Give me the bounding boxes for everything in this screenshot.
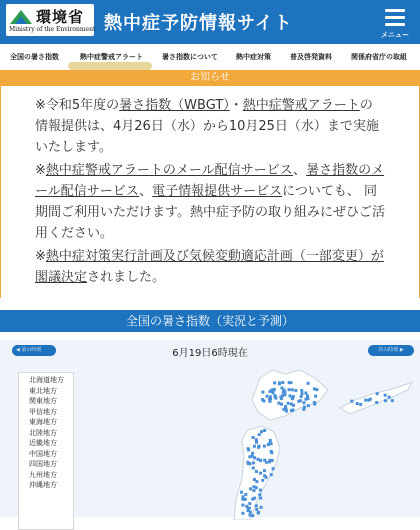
notice-heading: お知らせ [0, 70, 420, 86]
nav-item-heat-alert[interactable]: 熱中症警戒アラート [80, 53, 143, 61]
observation-point-marker[interactable] [251, 452, 254, 455]
observation-point-marker[interactable] [265, 476, 268, 479]
hamburger-icon-bar [385, 23, 405, 26]
observation-point-marker[interactable] [255, 486, 258, 489]
observation-point-marker[interactable] [261, 391, 264, 394]
observation-point-marker[interactable] [241, 498, 244, 501]
region-item-tokai[interactable]: 東海地方 [29, 418, 57, 426]
observation-point-marker[interactable] [249, 487, 252, 490]
observation-point-marker[interactable] [260, 430, 263, 433]
next-time-button[interactable]: 次の時刻 ▶ [368, 345, 414, 356]
observation-point-marker[interactable] [258, 433, 261, 436]
notice-text: ※ [35, 163, 46, 178]
observation-point-marker[interactable] [288, 381, 291, 384]
electronic-info-service-link[interactable]: 電子情報提供サービス [152, 184, 283, 199]
region-item-chugoku[interactable]: 中国地方 [29, 449, 57, 458]
observation-point-marker[interactable] [255, 441, 258, 444]
hamburger-icon [385, 9, 405, 12]
observation-point-marker[interactable] [303, 406, 306, 409]
alert-mail-service-link[interactable]: 熱中症警戒アラートのメール配信サービス [45, 163, 294, 178]
notice-text: ※令和5年度の [35, 98, 120, 113]
observation-point-marker[interactable] [384, 399, 387, 402]
observation-point-marker[interactable] [258, 493, 261, 496]
observation-point-marker[interactable] [241, 512, 244, 515]
observation-point-marker[interactable] [307, 382, 310, 385]
ministry-logo[interactable] [6, 4, 94, 36]
observation-point-marker[interactable] [364, 399, 367, 402]
japan-map[interactable] [150, 360, 420, 520]
observation-point-marker[interactable] [313, 403, 316, 406]
observation-point-marker[interactable] [350, 400, 353, 403]
observation-point-marker[interactable] [388, 396, 391, 399]
observation-point-marker[interactable] [251, 498, 254, 501]
observation-point-marker[interactable] [375, 401, 378, 404]
observation-point-marker[interactable] [290, 403, 293, 406]
observation-point-marker[interactable] [305, 398, 308, 401]
observation-point-marker[interactable] [301, 392, 304, 395]
observation-point-marker[interactable] [252, 461, 255, 464]
observation-point-marker[interactable] [270, 450, 273, 453]
observation-point-marker[interactable] [258, 445, 261, 448]
observation-point-marker[interactable] [356, 402, 359, 405]
observation-point-marker[interactable] [314, 395, 317, 398]
observation-point-marker[interactable] [285, 410, 288, 413]
observation-point-marker[interactable] [269, 459, 272, 462]
observation-point-marker[interactable] [376, 392, 379, 395]
observation-point-marker[interactable] [300, 395, 303, 398]
observation-point-marker[interactable] [384, 394, 387, 397]
previous-time-button[interactable]: ◀ 前の時刻 [12, 345, 56, 356]
observation-point-marker[interactable] [303, 401, 306, 404]
notice-paragraph-1 [35, 95, 385, 158]
heat-alert-link[interactable]: 熱中症警戒アラート [242, 98, 360, 113]
observation-point-marker[interactable] [241, 504, 244, 507]
observation-point-marker[interactable] [266, 395, 269, 398]
notice-text: の情報提供は、4月26日（水）から10月25日（水）まで実施いたします。 [35, 98, 379, 155]
notice-paragraph-3 [35, 246, 385, 288]
observation-point-marker[interactable] [259, 489, 262, 492]
observation-point-marker[interactable] [261, 479, 264, 482]
observation-point-marker[interactable] [261, 398, 264, 401]
observation-point-marker[interactable] [247, 447, 250, 450]
hamburger-icon-bar [385, 16, 405, 19]
observation-point-marker[interactable] [253, 456, 256, 459]
notice-paragraph-2 [35, 160, 385, 244]
observation-point-marker[interactable] [247, 509, 250, 512]
nav-item-about-index[interactable]: 暑さ指数について [162, 53, 218, 61]
observation-point-marker[interactable] [259, 472, 262, 475]
observation-point-marker[interactable] [268, 442, 271, 445]
observation-point-marker[interactable] [240, 491, 243, 494]
site-title[interactable]: 熱中症予防情報サイト [104, 13, 293, 34]
observation-point-marker[interactable] [246, 461, 249, 464]
observation-point-marker[interactable] [252, 467, 255, 470]
observation-point-marker[interactable] [284, 405, 287, 408]
nav-item-countermeasures[interactable]: 熱中症対策 [236, 53, 271, 61]
notice-text: 、 [293, 163, 307, 178]
observation-point-marker[interactable] [255, 470, 258, 473]
observation-point-marker[interactable] [306, 394, 309, 397]
observation-point-marker[interactable] [253, 445, 256, 448]
observation-point-marker[interactable] [259, 459, 262, 462]
menu-button[interactable] [378, 5, 412, 39]
observation-point-marker[interactable] [307, 404, 310, 407]
observation-point-marker[interactable] [271, 388, 274, 391]
region-item-kinki[interactable]: 近畿地方 [29, 439, 57, 447]
observation-point-marker[interactable] [280, 403, 283, 406]
observation-point-marker[interactable] [280, 397, 283, 400]
wbgt-link[interactable]: 暑さ指数（WBGT） [119, 98, 230, 113]
observation-point-marker[interactable] [263, 445, 266, 448]
observation-point-marker[interactable] [294, 389, 297, 392]
index-map-area [0, 340, 420, 517]
region-item-hokuriku[interactable]: 北陸地方 [29, 428, 57, 437]
notice-text: 、 [139, 184, 153, 199]
observation-point-marker[interactable] [253, 489, 256, 492]
region-item-hokkaido[interactable]: 北海道地方 [29, 376, 64, 384]
index-mail-service-link[interactable]: 暑さ指数のメール配信サービス [35, 163, 385, 199]
nav-item-ministries[interactable]: 関係府省庁の取組 [351, 53, 407, 61]
observation-point-marker[interactable] [272, 391, 275, 394]
observation-point-marker[interactable] [313, 387, 316, 390]
observation-point-marker[interactable] [255, 504, 258, 507]
menu-label: メニュー [381, 31, 409, 39]
observation-point-marker[interactable] [359, 403, 362, 406]
observation-point-marker[interactable] [248, 502, 251, 505]
observation-point-marker[interactable] [288, 388, 291, 391]
ministry-english-name: Ministry of the Environment [9, 26, 96, 33]
observation-point-marker[interactable] [257, 511, 260, 514]
observation-point-marker[interactable] [269, 395, 272, 398]
ministry-logo-mark [10, 8, 32, 24]
observation-point-marker[interactable] [281, 394, 284, 397]
observation-point-marker[interactable] [255, 480, 258, 483]
observation-point-marker[interactable] [272, 467, 275, 470]
observation-point-marker[interactable] [292, 409, 295, 412]
observation-point-marker[interactable] [244, 493, 247, 496]
observation-point-marker[interactable] [291, 388, 294, 391]
nav-item-awareness-materials[interactable]: 普及啓発資料 [290, 53, 332, 61]
observation-point-marker[interactable] [281, 381, 284, 384]
observation-point-marker[interactable] [273, 381, 276, 384]
notice-text: についても、 同期間ご利用いただけます。熱中症予防の取り組みにぜひご活用ください。 [35, 184, 385, 241]
observation-point-marker[interactable] [369, 398, 372, 401]
observation-point-marker[interactable] [278, 381, 281, 384]
ministry-name: 環境省 [36, 8, 85, 26]
observation-point-marker[interactable] [287, 402, 290, 405]
observation-point-marker[interactable] [259, 497, 262, 500]
nav-item-national-index[interactable]: 全国の暑さ指数 [10, 53, 59, 61]
map-datetime: 6月19日6時現在 [172, 348, 248, 359]
observation-point-marker[interactable] [289, 394, 292, 397]
observation-point-marker[interactable] [300, 389, 303, 392]
observation-point-marker[interactable] [292, 395, 295, 398]
observation-point-marker[interactable] [263, 469, 266, 472]
observation-point-marker[interactable] [277, 402, 280, 405]
site-header [0, 0, 420, 44]
region-item-koshin[interactable]: 甲信地方 [29, 407, 57, 416]
notice-text: ※ [35, 249, 46, 264]
observation-point-marker[interactable] [282, 391, 285, 394]
region-list [18, 372, 74, 530]
index-section-heading: 全国の暑さ指数（実況と予測） [0, 310, 420, 332]
region-item-kanto[interactable]: 関東地方 [29, 397, 57, 405]
observation-point-marker[interactable] [297, 400, 300, 403]
nav-active-indicator [68, 62, 152, 70]
observation-point-marker[interactable] [252, 436, 255, 439]
action-plan-link[interactable]: 熱中症対策実行計画及び気候変動適応計画（一部変更）が閣議決定 [35, 249, 384, 285]
region-item-okinawa[interactable]: 沖縄地方 [29, 481, 57, 489]
observation-point-marker[interactable] [304, 392, 307, 395]
notice-text: されました。 [87, 270, 166, 285]
observation-point-marker[interactable] [274, 395, 277, 398]
observation-point-marker[interactable] [270, 473, 273, 476]
region-item-tohoku[interactable]: 東北地方 [29, 386, 57, 395]
observation-point-marker[interactable] [249, 514, 252, 517]
observation-point-marker[interactable] [265, 461, 268, 464]
observation-point-marker[interactable] [263, 429, 266, 432]
observation-point-marker[interactable] [260, 506, 263, 509]
main-nav [0, 44, 420, 70]
observation-point-marker[interactable] [281, 387, 284, 390]
notice-panel [0, 86, 420, 298]
observation-point-marker[interactable] [269, 439, 272, 442]
observation-point-marker[interactable] [255, 508, 258, 511]
observation-point-marker[interactable] [391, 399, 394, 402]
notice-text: ・ [229, 98, 243, 113]
region-item-shikoku[interactable]: 四国地方 [29, 460, 57, 468]
region-item-kyushu[interactable]: 九州地方 [29, 470, 57, 479]
